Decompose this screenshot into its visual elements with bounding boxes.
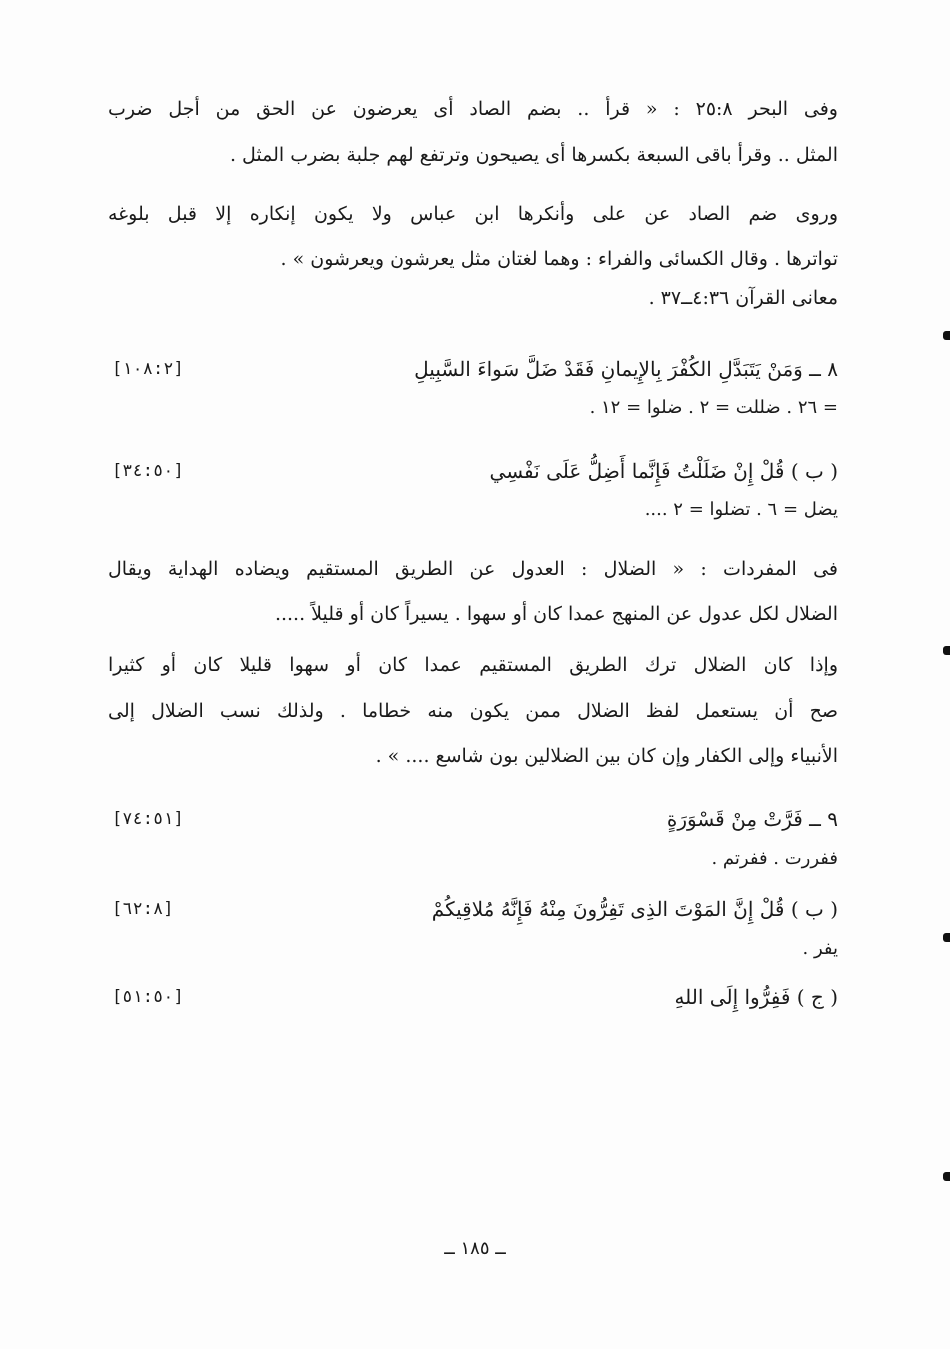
verse-entry xyxy=(112,980,838,1014)
verse-entry xyxy=(112,892,838,926)
verse-text: ( ب ) قُلْ إِنْ ضَلَلْتُ فَإِنَّما أَضِلُّ عَلَى نَفْسِي xyxy=(489,459,838,483)
word-count-note: ففررت . ففرتم . xyxy=(711,848,838,869)
verse-text: ( ج ) فَفِرُّوا إِلَى اللهِ xyxy=(674,985,838,1009)
paragraph-line: وفى البحر ٢٥:٨ : « قرأ .. بضم الصاد أى يعرضون عن الحق من أجل ضرب xyxy=(108,98,838,120)
verse-text: ٨ ــ وَمَنْ يَتَبَدَّلِ الكُفْرَ بِالإِيمانِ فَقَدْ ضَلَّ سَواءَ السَّبِيلِ xyxy=(414,357,838,381)
paragraph-line: الأنبياء وإلى الكفار وإن كان بين الضلالين بون شاسع .... » . xyxy=(375,745,838,767)
scan-edge-mark xyxy=(943,646,950,655)
verse-entry xyxy=(112,802,838,836)
paragraph-line: وروى ضم الصاد عن على وأنكرها ابن عباس ولا يكون إنكاره إلا قبل بلوغه xyxy=(108,203,838,225)
paragraph-line: صح أن يستعمل لفظ الضلال ممن يكون منه خطاما . ولذلك نسب الضلال إلى xyxy=(108,700,838,722)
paragraph-line: معانى القرآن ٤:٣٦ــ٣٧ . xyxy=(648,287,838,309)
scan-edge-mark xyxy=(943,933,950,942)
word-count-note: يضل = ٦ . تضلوا = ٢ .... xyxy=(644,499,838,520)
verse-reference: [٦٢:٨] xyxy=(112,899,174,919)
verse-reference: [٥١:٥٠] xyxy=(112,987,184,1007)
verse-text: ٩ ــ فَرَّتْ مِنْ قَسْوَرَةٍ xyxy=(666,807,838,831)
page-number: ــ ١٨٥ ــ xyxy=(444,1238,506,1259)
verse-entry xyxy=(112,454,838,488)
scan-edge-mark xyxy=(943,331,950,340)
verse-text: ( ب ) قُلْ إِنَّ المَوْتَ الذِى تَفِرُّونَ مِنْهُ فَإِنَّهُ مُلاقِيكُمْ xyxy=(431,897,838,921)
word-count-note: = ٢٦ . ضللت = ٢ . ضلوا = ١٢ . xyxy=(589,397,838,418)
paragraph-line: فى المفردات : « الضلال : العدول عن الطريق المستقيم ويضاده الهداية ويقال xyxy=(108,558,838,580)
paragraph-line: وإذا كان الضلال ترك الطريق المستقيم عمدا كان أو سهوا قليلا كان أو كثيرا xyxy=(108,654,838,676)
verse-reference: [٧٤:٥١] xyxy=(112,809,184,829)
verse-entry xyxy=(112,352,838,386)
paragraph-line: تواترها . وقال الكسائى والفراء : وهما لغتان مثل يعرشون ويعرشون » . xyxy=(280,248,838,270)
word-count-note: يفر . xyxy=(802,938,838,959)
scan-edge-mark xyxy=(943,1172,950,1181)
paragraph-line: المثل .. وقرأ باقى السبعة بكسرها أى يصيحون وترتفع لهم جلبة بضرب المثل . xyxy=(229,144,838,166)
paragraph-line: الضلال لكل عدول عن المنهج عمدا كان أو سهوا . يسيراً كان أو قليلاً ..... xyxy=(274,603,838,625)
verse-reference: [٣٤:٥٠] xyxy=(112,461,184,481)
verse-reference: [١٠٨:٢] xyxy=(112,359,184,379)
